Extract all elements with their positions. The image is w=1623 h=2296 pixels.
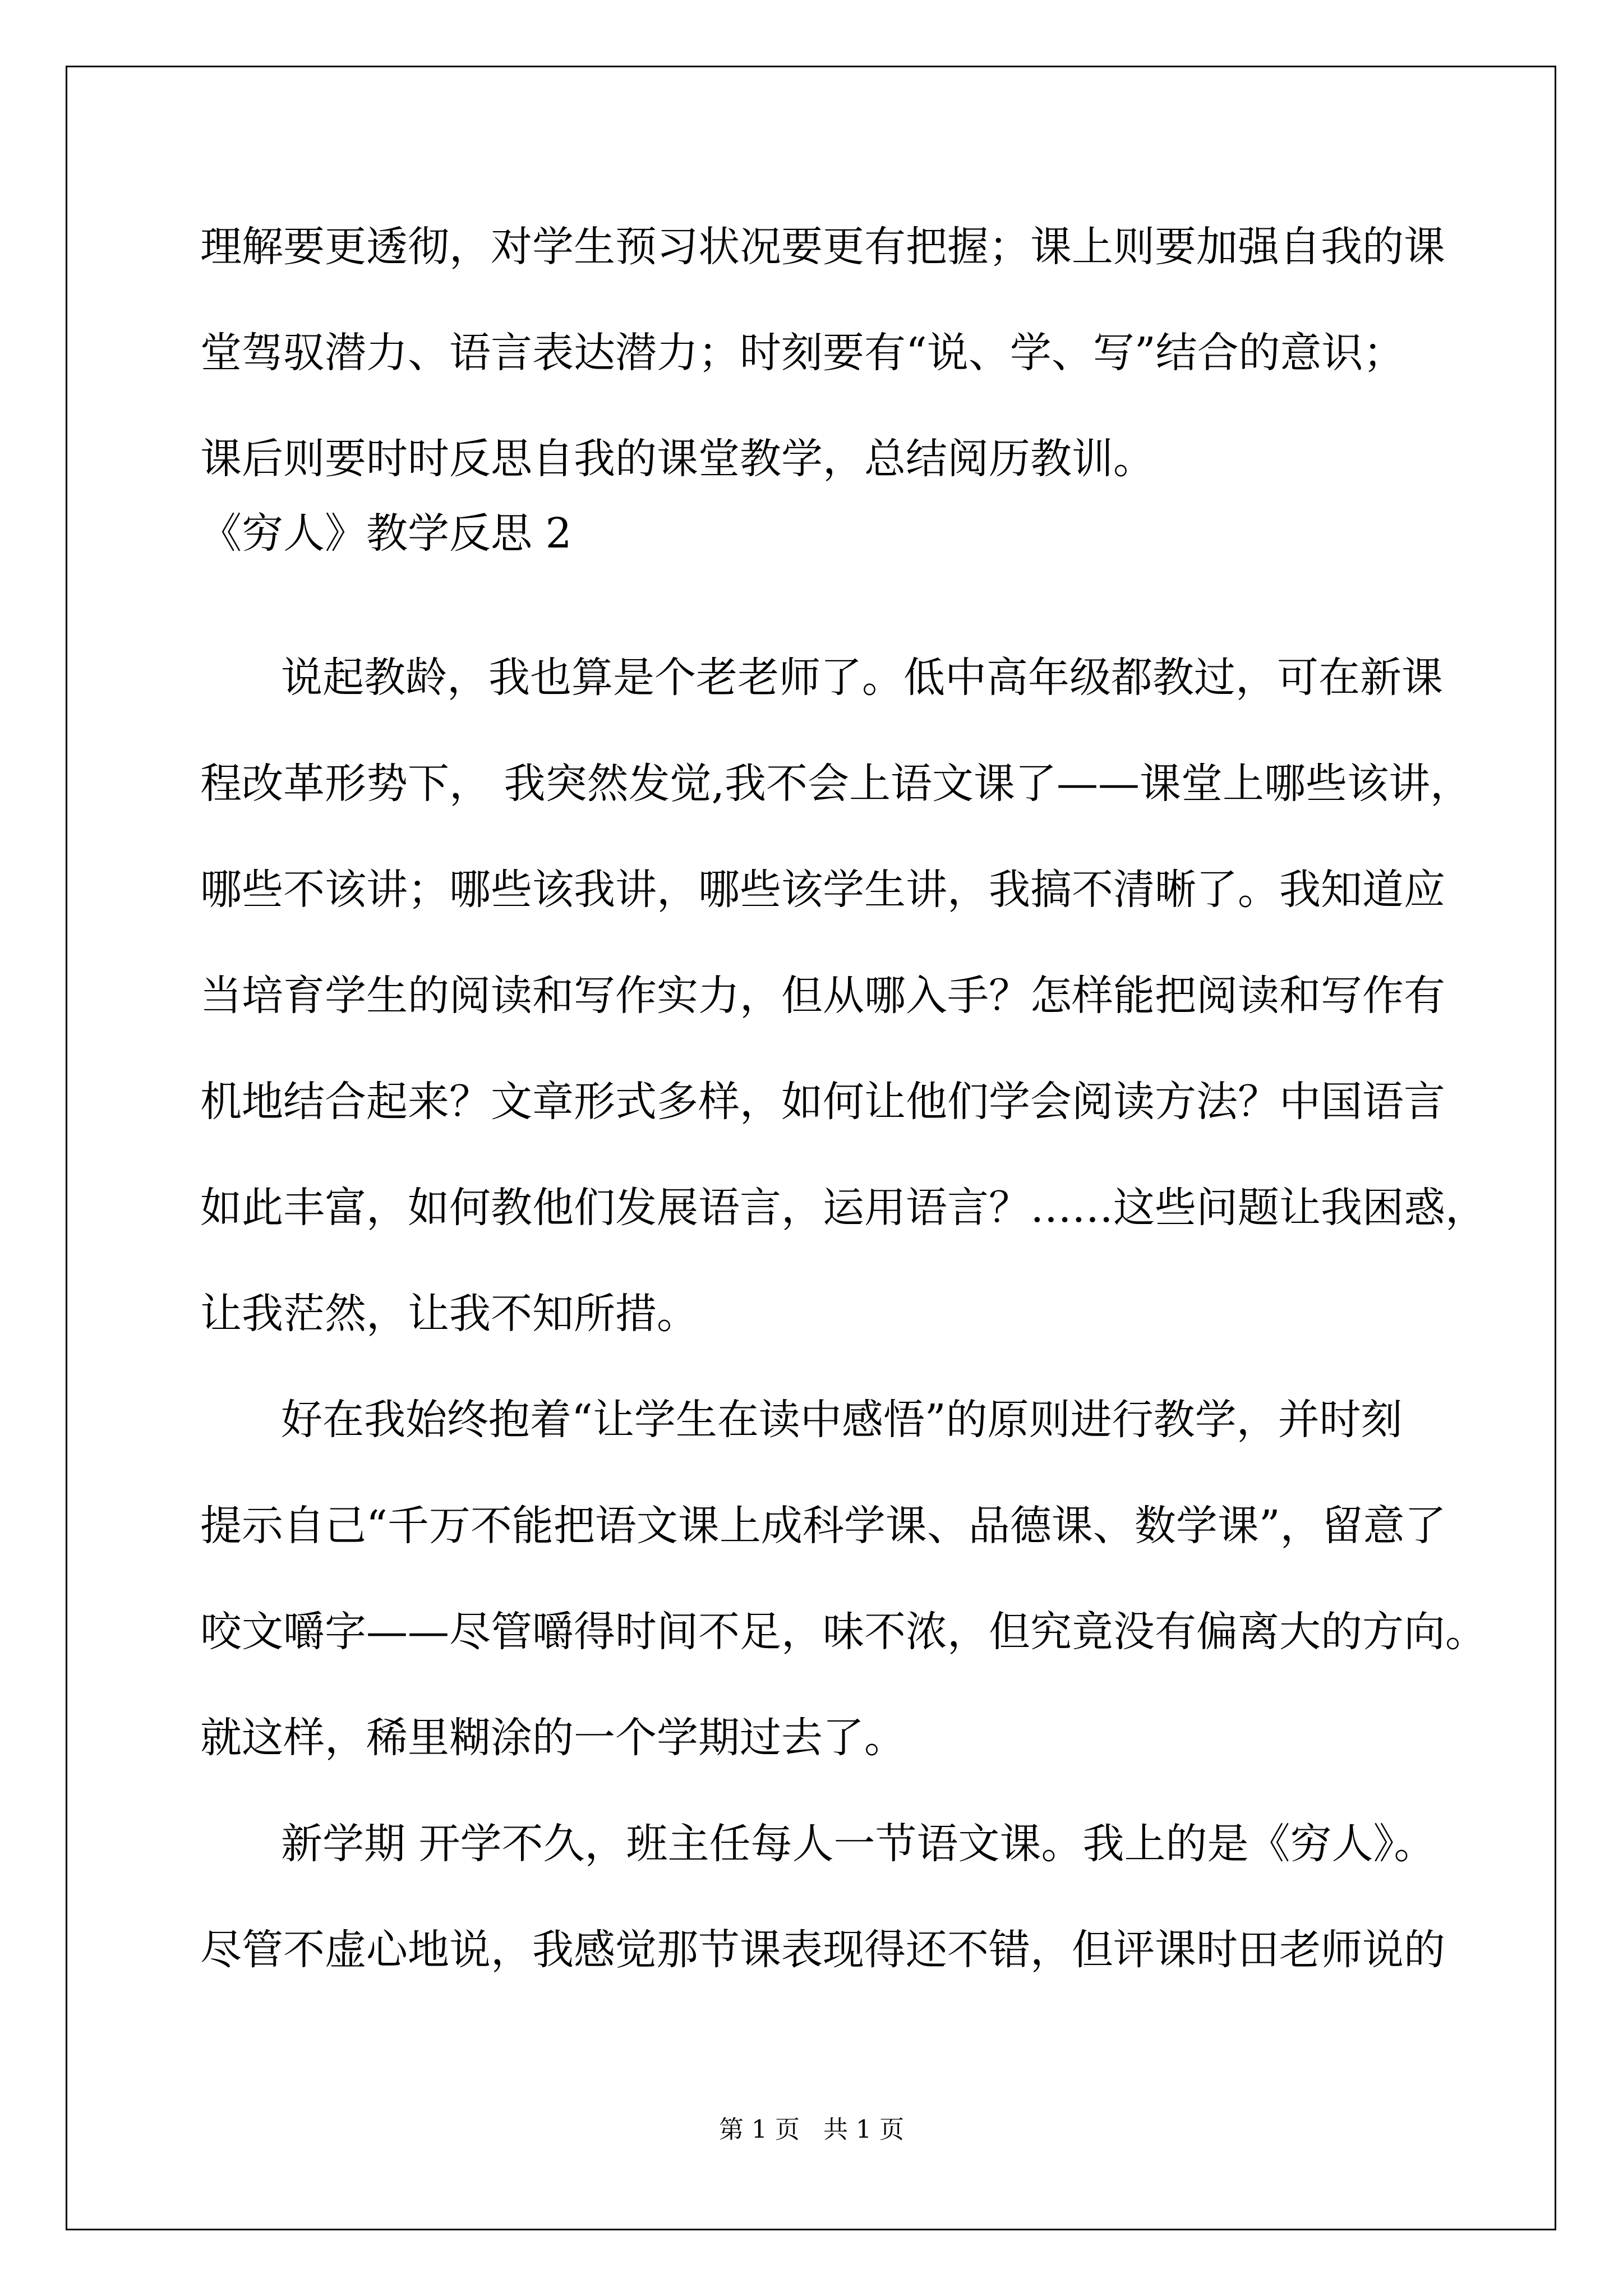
body-text-line: 咬文嚼字——尽管嚼得时间不足，味不浓，但究竟没有偏离大的方向。 — [200, 1608, 1487, 1656]
body-text-line: 堂驾驭潜力、语言表达潜力；时刻要有“说、学、写”结合的意识； — [200, 329, 1405, 377]
page-border — [66, 66, 1556, 2230]
body-text-line: 尽管不虚心地说，我感觉那节课表现得还不错，但评课时田老师说的 — [200, 1926, 1445, 1974]
body-text-line: 让我茫然，让我不知所措。 — [200, 1290, 698, 1338]
body-text-line: 提示自己“千万不能把语文课上成科学课、品德课、数学课”，留意了 — [200, 1502, 1446, 1550]
body-text-line: 说起教龄，我也算是个老老师了。低中高年级都教过，可在新课 — [281, 654, 1443, 702]
body-text-line: 当培育学生的阅读和写作实力，但从哪入手？怎样能把阅读和写作有 — [200, 972, 1445, 1020]
body-text-line: 课后则要时时反思自我的课堂教学，总结阅历教训。 — [200, 435, 1155, 483]
body-text-line: 就这样，稀里糊涂的一个学期过去了。 — [200, 1714, 906, 1762]
body-text-line: 新学期 开学不久，班主任每人一节语文课。我上的是《穷人》。 — [281, 1820, 1436, 1868]
body-text-line: 好在我始终抱着“让学生在读中感悟”的原则进行教学，并时刻 — [281, 1396, 1403, 1444]
section-heading: 《穷人》教学反思 2 — [200, 509, 572, 558]
body-text-line: 理解要更透彻，对学生预习状况要更有把握；课上则要加强自我的课 — [200, 223, 1445, 271]
body-text-line: 如此丰富，如何教他们发展语言，运用语言？……这些问题让我困惑， — [200, 1184, 1487, 1232]
body-text-line: 哪些不该讲；哪些该我讲，哪些该学生讲，我搞不清晰了。我知道应 — [200, 866, 1445, 914]
body-text-line: 机地结合起来？文章形式多样，如何让他们学会阅读方法？中国语言 — [200, 1078, 1445, 1126]
body-text-line: 程改革形势下， 我突然发觉,我不会上语文课了——课堂上哪些该讲， — [200, 760, 1472, 808]
page-number: 第 1 页 共 1 页 — [719, 2115, 904, 2144]
